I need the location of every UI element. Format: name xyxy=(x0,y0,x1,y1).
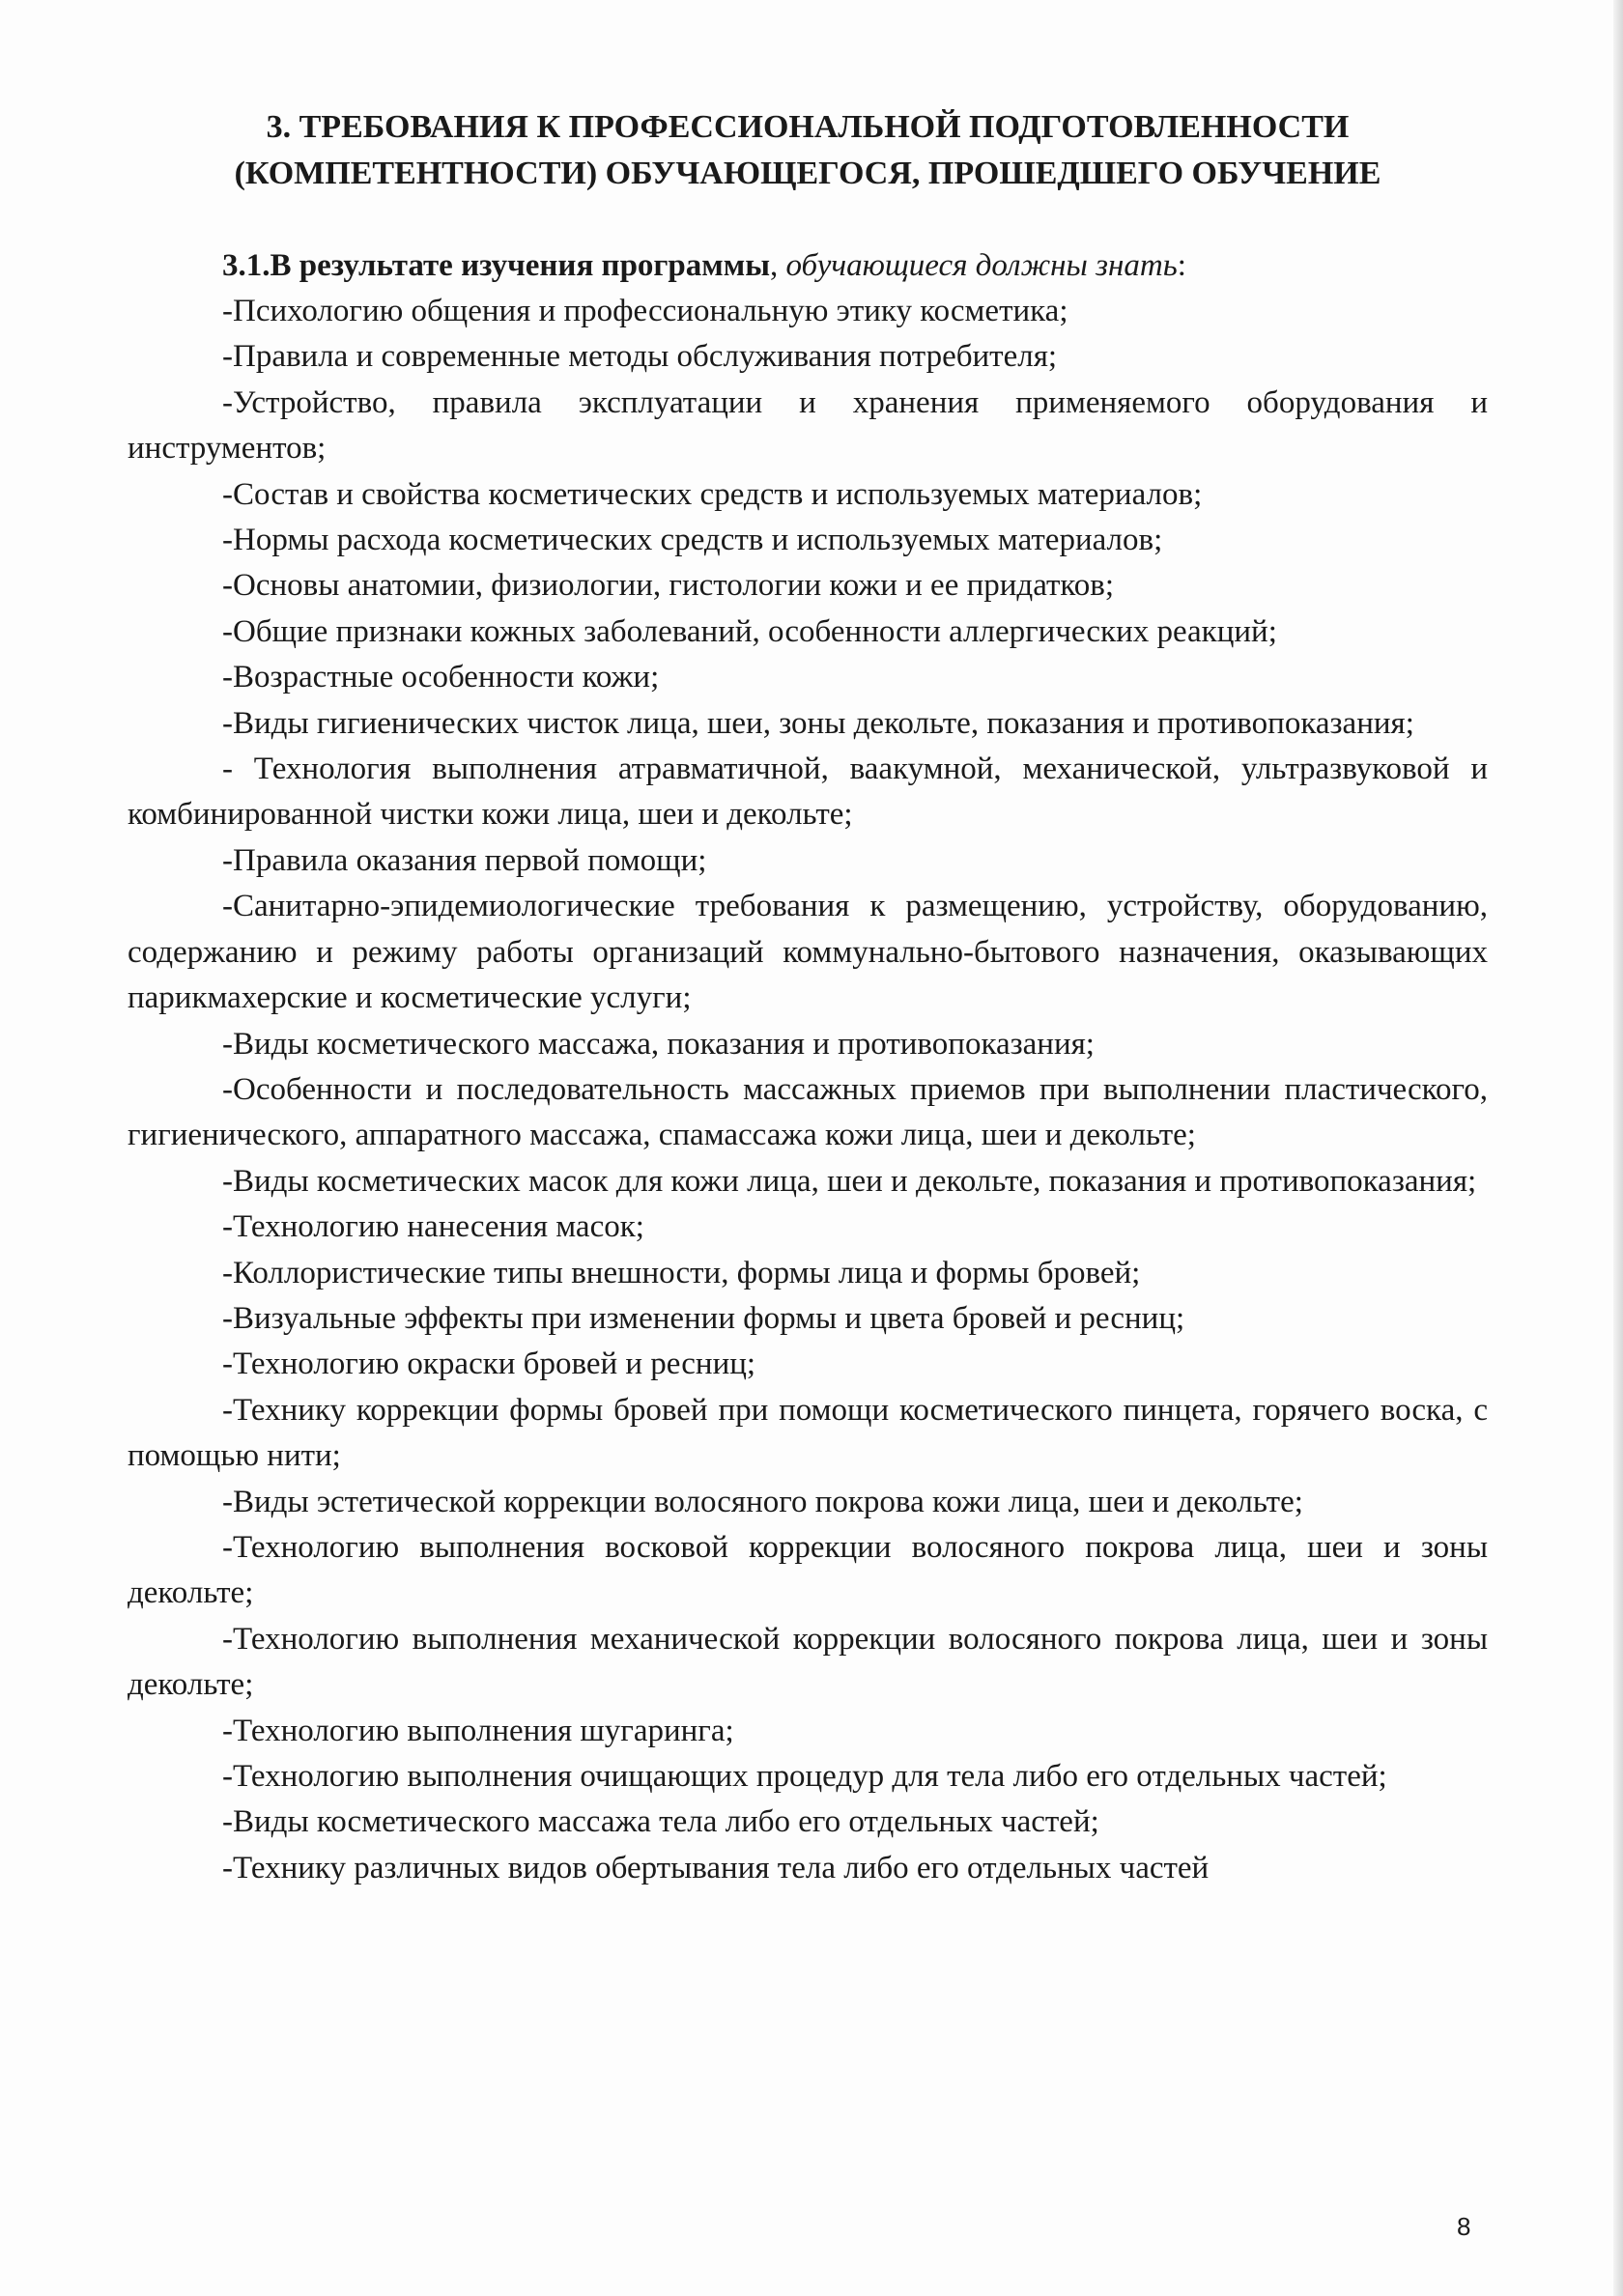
list-item: - Технология выполнения атравматичной, ваакумной, механической, ультразвуковой и комбинированной чистки кожи лица, шеи и декольте; xyxy=(128,751,1488,833)
list-item: -Виды гигиенических чисток лица, шеи, зоны декольте, показания и противопоказания; xyxy=(222,705,1414,741)
page-number: 8 xyxy=(1457,2212,1471,2241)
list-item: -Технологию выполнения очищающих процедур для тела либо его отдельных частей; xyxy=(222,1759,1387,1794)
list-item: -Технику различных видов обертывания тела либо его отдельных частей xyxy=(222,1850,1210,1885)
list-item: -Технологию выполнения шугаринга; xyxy=(222,1713,734,1748)
list-item: -Технологию выполнения восковой коррекции волосяного покрова лица, шеи и зоны декольте; xyxy=(128,1529,1488,1611)
list-item: -Состав и свойства косметических средств и используемых материалов; xyxy=(222,476,1203,512)
list-item: -Правила и современные методы обслуживания потребителя; xyxy=(222,339,1058,375)
list-item: -Виды косметических масок для кожи лица, шеи и декольте, показания и противопоказания; xyxy=(222,1163,1477,1199)
scan-edge-shadow xyxy=(1613,0,1623,2296)
list-item: -Возрастные особенности кожи; xyxy=(222,660,660,695)
list-item: -Технику коррекции формы бровей при помощи косметического пинцета, горячего воска, с помощью нити; xyxy=(128,1392,1488,1474)
page-content xyxy=(128,104,1488,1891)
intro-italic-text: обучающиеся должны знать xyxy=(785,248,1178,283)
list-item: -Санитарно-эпидемиологические требования к размещению, устройству, оборудованию, содержанию и режиму работы организаций коммунально-бытового назначения, оказывающих парикмахерские и косметические услуги; xyxy=(128,889,1488,1016)
list-item: -Основы анатомии, физиологии, гистологии кожи и ее придатков; xyxy=(222,568,1115,604)
intro-colon: : xyxy=(1177,248,1186,283)
intro-comma: , xyxy=(769,248,786,283)
list-item: -Технологию выполнения механической коррекции волосяного покрова лица, шеи и зоны декольте; xyxy=(128,1621,1488,1703)
list-item: -Виды косметического массажа тела либо его отдельных частей; xyxy=(222,1804,1099,1840)
knowledge-list xyxy=(128,289,1488,1891)
section-heading xyxy=(128,104,1488,197)
list-item: -Устройство, правила эксплуатации и хранения применяемого оборудования и инструментов; xyxy=(128,384,1488,467)
list-item: -Виды эстетической коррекции волосяного покрова кожи лица, шеи и декольте; xyxy=(222,1484,1303,1519)
section-heading-line-2: (КОМПЕТЕНТНОСТИ) ОБУЧАЮЩЕГОСЯ, ПРОШЕДШЕГО ОБУЧЕНИЕ xyxy=(234,156,1381,191)
list-item: -Виды косметического массажа, показания и противопоказания; xyxy=(222,1026,1095,1062)
list-item: -Нормы расхода косметических средств и используемых материалов; xyxy=(222,523,1163,558)
intro-paragraph xyxy=(128,243,1488,289)
list-item: -Особенности и последовательность массажных приемов при выполнении пластического, гигиенического, аппаратного массажа, спамассажа кожи лица, шеи и декольте; xyxy=(128,1071,1488,1153)
list-item: -Визуальные эффекты при изменении формы и цвета бровей и ресниц; xyxy=(222,1300,1185,1336)
list-item: -Технологию окраски бровей и ресниц; xyxy=(222,1346,756,1382)
list-item: -Правила оказания первой помощи; xyxy=(222,842,707,878)
intro-bold-text: 3.1.В результате изучения программы xyxy=(222,248,770,283)
section-heading-line-1: 3. ТРЕБОВАНИЯ К ПРОФЕССИОНАЛЬНОЙ ПОДГОТОВЛЕННОСТИ xyxy=(266,109,1350,145)
list-item: -Коллористические типы внешности, формы лица и формы бровей; xyxy=(222,1255,1141,1290)
list-item: -Общие признаки кожных заболеваний, особенности аллергических реакций; xyxy=(222,613,1277,649)
list-item: -Технологию нанесения масок; xyxy=(222,1209,644,1245)
list-item: -Психологию общения и профессиональную этику косметика; xyxy=(222,294,1068,328)
